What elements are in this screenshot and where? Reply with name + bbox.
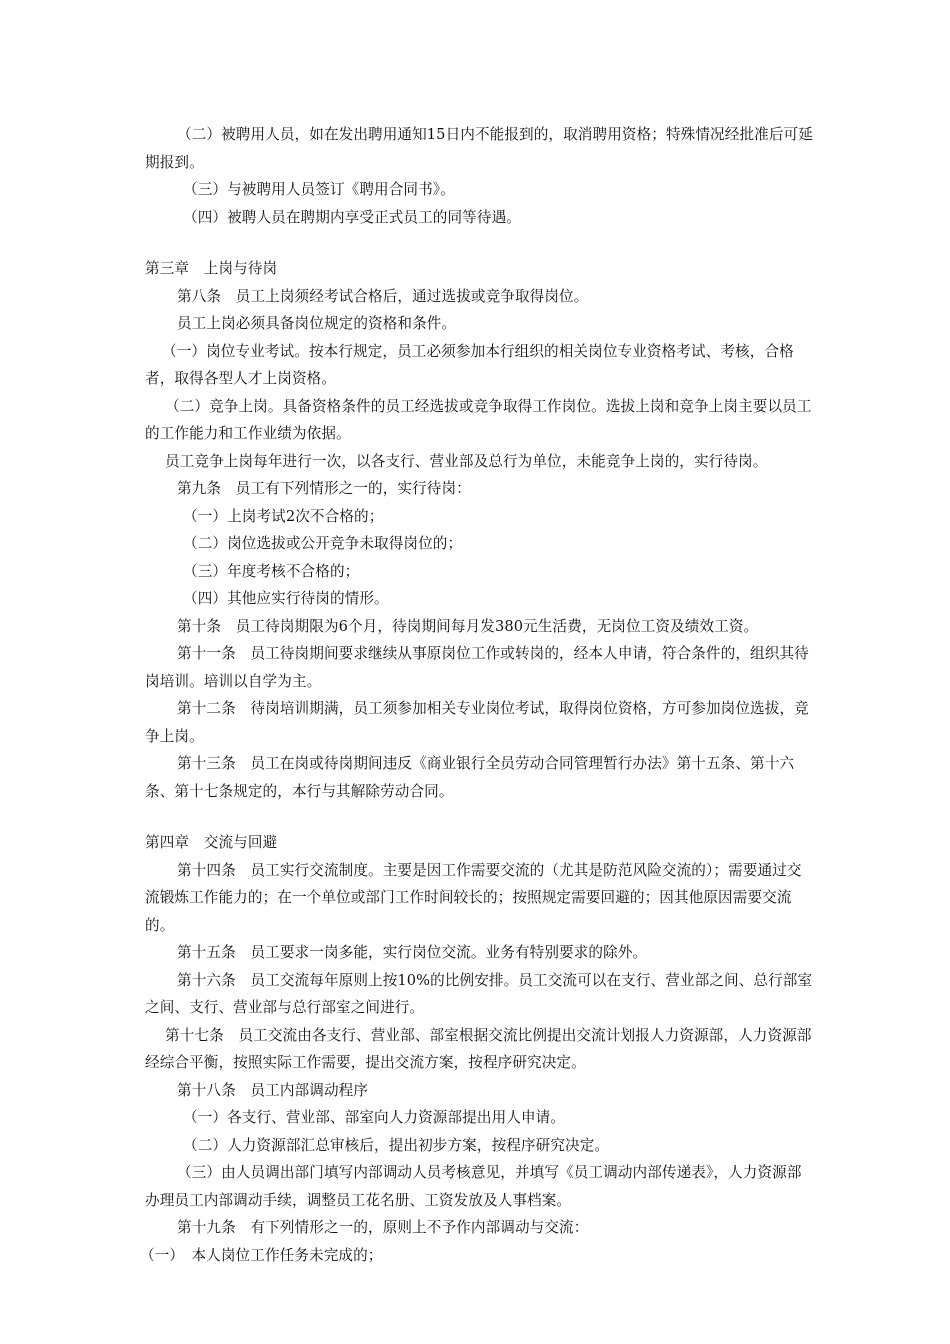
chapter-heading: 第四章 交流与回避 (145, 834, 278, 851)
paragraph: 第十八条 员工内部调动程序 (177, 1081, 369, 1099)
paragraph: （三）与被聘用人员签订《聘用合同书》。 (183, 181, 455, 198)
paragraph: 第十三条 员工在岗或待岗期间违反《商业银行全员劳动合同管理暂行办法》第十五条、第十六条、第十七条规定的，本行与其解除劳动合同。 (145, 755, 795, 800)
paragraph: 第十九条 有下列情形之一的，原则上不予作内部调动与交流： (177, 1219, 589, 1236)
list-item: （一）各支行、营业部、部室向人力资源部提出用人申请。 (183, 1109, 566, 1126)
paragraph: 员工竞争上岗每年进行一次，以各支行、营业部及总行为单位，未能竞争上岗的，实行待岗。 (165, 452, 768, 470)
paragraph: 第十条 员工待岗期限为6个月，待岗期间每月发380元生活费，无岗位工资及绩效工资。 (177, 617, 759, 635)
paragraph: 第十六条 员工交流每年原则上按10%的比例安排。员工交流可以在支行、营业部之间、总行部室之间、支行、营业部与总行部室之间进行。 (145, 971, 813, 1016)
paragraph: 第十五条 员工要求一岗多能，实行岗位交流。业务有特别要求的除外。 (177, 944, 648, 961)
paragraph: 第十四条 员工实行交流制度。主要是因工作需要交流的（尤其是防范风险交流的）；需要通过交流锻炼工作能力的；在一个单位或部门工作时间较长的；按照规定需要回避的；因其他原因需要交流的。 (145, 861, 802, 934)
paragraph: 第十二条 待岗培训期满，员工须参加相关专业岗位考试，取得岗位资格，方可参加岗位选拔，竞争上岗。 (145, 700, 809, 745)
list-item: （二）人力资源部汇总审核后，提出初步方案，按程序研究决定。 (183, 1136, 610, 1154)
paragraph: （二）竞争上岗。具备资格条件的员工经选拔或竞争取得工作岗位。选拔上岗和竞争上岗主要以员工的工作能力和工作业绩为依据。 (145, 397, 812, 442)
document-body (140, 121, 813, 1269)
list-item: （三）由人员调出部门填写内部调动人员考核意见，并填写《员工调动内部传递表》，人力资源部办理员工内部调动手续，调整员工花名册、工资发放及人事档案。 (145, 1164, 802, 1209)
paragraph: 第十七条 员工交流由各支行、营业部、部室根据交流比例提出交流计划报人力资源部，人力资源部经综合平衡，按照实际工作需要，提出交流方案，按程序研究决定。 (145, 1026, 812, 1071)
paragraph: （二）被聘用人员，如在发出聘用通知15日内不能报到的，取消聘用资格；特殊情况经批准后可延期报到。 (145, 126, 813, 171)
paragraph: 第十一条 员工待岗期间要求继续从事原岗位工作或转岗的，经本人申请，符合条件的，组织其待岗培训。培训以自学为主。 (145, 645, 809, 690)
chapter-heading: 第三章 上岗与待岗 (145, 260, 278, 277)
list-item: （二）岗位选拔或公开竞争未取得岗位的； (183, 535, 463, 552)
paragraph: 第九条 员工有下列情形之一的，实行待岗： (177, 480, 471, 497)
list-item: （一） 本人岗位工作任务未完成的； (140, 1246, 383, 1264)
paragraph: 第八条 员工上岗须经考试合格后，通过选拔或竞争取得岗位。 (177, 287, 589, 305)
paragraph: （四）被聘人员在聘期内享受正式员工的同等待遇。 (183, 208, 521, 226)
paragraph: （一）岗位专业考试。按本行规定，员工必须参加本行组织的相关岗位专业资格考试、考核，合格者，取得各型人才上岗资格。 (145, 342, 794, 387)
paragraph: 员工上岗必须具备岗位规定的资格和条件。 (177, 315, 457, 332)
list-item: （四）其他应实行待岗的情形。 (183, 590, 389, 607)
list-item: （一）上岗考试2次不合格的； (183, 507, 384, 525)
list-item: （三）年度考核不合格的； (183, 562, 360, 580)
